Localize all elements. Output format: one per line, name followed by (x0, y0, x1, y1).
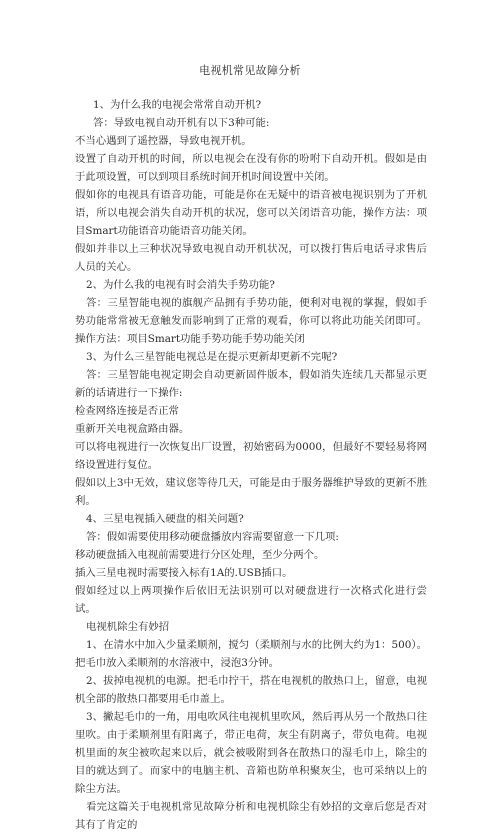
paragraph: 2、拔掉电视机的电源。把毛巾拧干，搭在电视机的散热口上，留意，电视机全部的散热口都要用毛巾盖上。 (75, 675, 427, 705)
paragraph: 1、在清水中加入少量柔顺剂，搅匀（柔顺剂与水的比例大约为1：500）。把毛巾放入柔顺剂的水溶液中，浸泡3分钟。 (75, 639, 427, 669)
paragraph: 不当心遇到了遥控器，导致电视开机。 (75, 135, 252, 147)
paragraph: 假如并非以上三种状况导致电视自动开机状况，可以拨打售后电话寻求售后人员的关心。 (75, 243, 427, 273)
paragraph: 假如你的电视具有语音功能，可能是你在无疑中的语音被电视识别为了开机语，所以电视会消失自动开机的状况，您可以关闭语音功能，操作方法：项目Smart功能语音功能语音功能关闭。 (75, 189, 427, 237)
paragraph: 2、为什么我的电视有时会消失手势功能? (86, 279, 275, 291)
paragraph: 3、为什么三星智能电视总是在提示更新却更新不完呢? (86, 351, 338, 363)
paragraph: 3、撇起毛巾的一角，用电吹风往电视机里吹风，然后再从另一个散热口往里吹。由于柔顺剂里有阳离子，带正电荷，灰尘有阴离子，带负电荷。电视机里面的灰尘被吹起来以后，就会被吸附到各在散热口的湿毛巾上，除尘的目的就达到了。而家中的电脑主机、音箱也防单积聚灰尘，也可采纳以上的除尘方法。 (75, 711, 427, 795)
paragraph: 看完这篇关于电视机常见故障分析和电视机除尘有妙招的文章后您是否对其有了肯定的 (75, 801, 427, 831)
paragraph: 假如经过以上两项操作后依旧无法识别可以对硬盘进行一次格式化进行尝试。 (75, 585, 427, 615)
paragraph: 假如以上3中无效，建议您等待几天，可能是由于服务器维护导致的更新不胜利。 (75, 477, 427, 507)
paragraph: 答：假如需要使用移动硬盘播放内容需要留意一下几项: (86, 531, 339, 543)
paragraph: 移动硬盘插入电视前需要进行分区处理，至少分两个。 (75, 549, 325, 561)
paragraph: 答：导致电视自动开机有以下3种可能: (93, 117, 270, 129)
paragraph: 重新开关电视盒路由器。 (75, 423, 190, 435)
paragraph: 4、三星电视插入硬盘的相关问题? (86, 513, 244, 525)
document-title: 电视机常见故障分析 (199, 64, 301, 77)
paragraph: 设置了自动开机的时间，所以电视会在没有你的吩咐下自动开机。假如是由于此项设置，可以到项目系统时间开机时间设置中关闭。 (75, 153, 427, 183)
paragraph: 插入三星电视时需要接入标有1A的.USB插口。 (75, 567, 293, 579)
paragraph: 可以将电视进行一次恢复出厂设置，初始密码为0000，但最好不要轻易将网络设置进行复位。 (75, 441, 427, 471)
document-body (75, 96, 427, 834)
paragraph: 1、为什么我的电视会常常自动开机? (93, 99, 262, 111)
paragraph: 答：三星智能电视定期会自动更新固件版本，假如消失连续几天都显示更新的话请进行一下操作: (75, 369, 427, 399)
paragraph: 答：三星智能电视的旗舰产品拥有手势功能，便利对电视的掌握，假如手势功能常常被无意触发而影响到了正常的观看，你可以将此功能关闭即可。操作方法：项目Smart功能手势功能手势功能关闭 (75, 297, 427, 345)
paragraph: 检查网络连接是否正常 (75, 405, 179, 417)
paragraph: 电视机除尘有妙招 (86, 621, 170, 633)
